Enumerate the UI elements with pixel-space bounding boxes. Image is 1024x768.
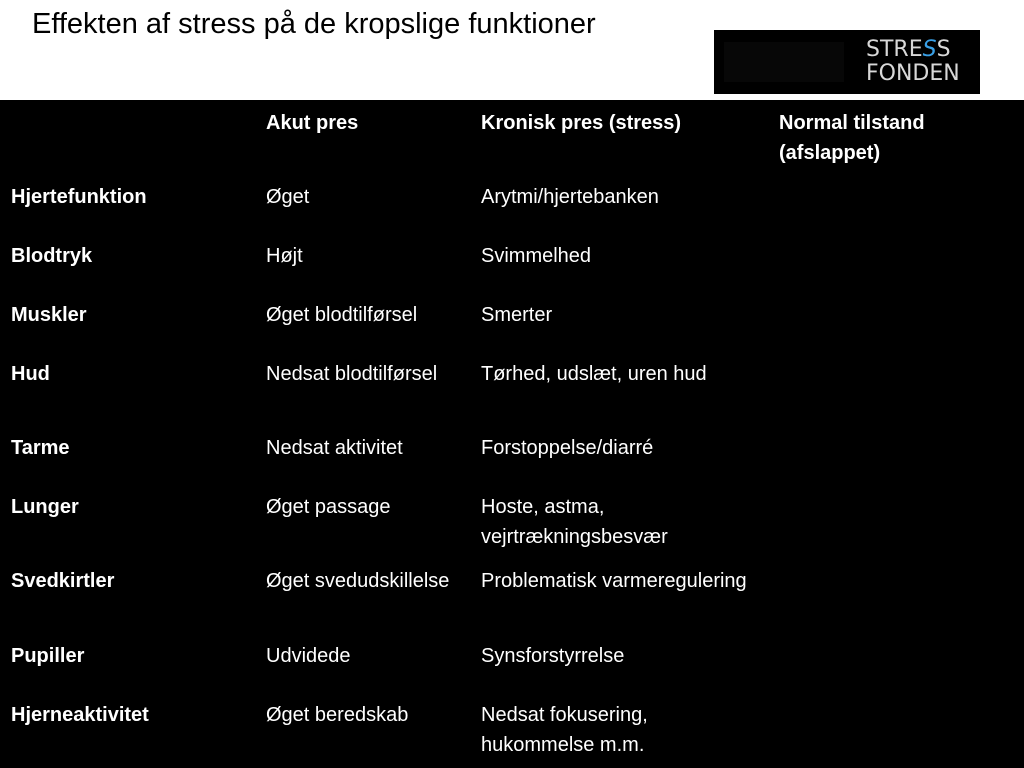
stressfonden-logo bbox=[714, 30, 980, 94]
cell-akut: Øget passage bbox=[266, 496, 391, 518]
slide-header bbox=[0, 0, 1024, 100]
cell-kronisk: Arytmi/hjertebanken bbox=[481, 186, 659, 208]
logo-line-1 bbox=[866, 38, 960, 62]
cell-kronisk: Smerter bbox=[481, 304, 553, 326]
cell-kronisk: Hoste, astma, vejrtrækningsbesvær bbox=[481, 496, 668, 548]
cell-akut: Øget beredskab bbox=[266, 704, 409, 726]
logo-line-1-start: STRE bbox=[866, 37, 923, 62]
cell-kronisk: Svimmelhed bbox=[481, 245, 592, 267]
row-label: Hud bbox=[11, 363, 50, 385]
logo-text bbox=[866, 38, 960, 86]
stress-table bbox=[0, 100, 1024, 768]
header-cell-akut: Akut pres bbox=[266, 112, 359, 134]
cell-kronisk: Problematisk varmeregulering bbox=[481, 570, 747, 592]
cell-akut: Højt bbox=[266, 245, 303, 267]
cell-akut: Nedsat blodtilførsel bbox=[266, 363, 438, 385]
logo-line-1-accent: S bbox=[922, 37, 937, 62]
logo-line-1-end: S bbox=[936, 37, 951, 62]
cell-akut: Øget bbox=[266, 186, 310, 208]
header-cell-normal: Normal tilstand (afslappet) bbox=[779, 112, 925, 164]
logo-dark-mark bbox=[724, 42, 844, 82]
row-label: Blodtryk bbox=[11, 245, 93, 267]
logo-line-2: FONDEN bbox=[866, 61, 960, 86]
row-label: Hjerneaktivitet bbox=[11, 704, 149, 726]
row-label: Muskler bbox=[11, 304, 87, 326]
cell-kronisk: Synsforstyrrelse bbox=[481, 645, 625, 667]
cell-akut: Øget blodtilførsel bbox=[266, 304, 418, 326]
cell-kronisk: Nedsat fokusering, hukommelse m.m. bbox=[481, 704, 648, 756]
cell-akut: Nedsat aktivitet bbox=[266, 437, 403, 459]
row-label: Pupiller bbox=[11, 645, 85, 667]
row-label: Lunger bbox=[11, 496, 79, 518]
header-cell-kronisk: Kronisk pres (stress) bbox=[481, 112, 682, 134]
row-label: Hjertefunktion bbox=[11, 186, 147, 208]
row-label: Svedkirtler bbox=[11, 570, 115, 592]
cell-akut: Øget svedudskillelse bbox=[266, 570, 450, 592]
row-label: Tarme bbox=[11, 437, 70, 459]
cell-akut: Udvidede bbox=[266, 645, 351, 667]
cell-kronisk: Tørhed, udslæt, uren hud bbox=[481, 363, 707, 385]
cell-kronisk: Forstoppelse/diarré bbox=[481, 437, 654, 459]
slide-title: Effekten af stress på de kropslige funktioner bbox=[32, 8, 596, 40]
